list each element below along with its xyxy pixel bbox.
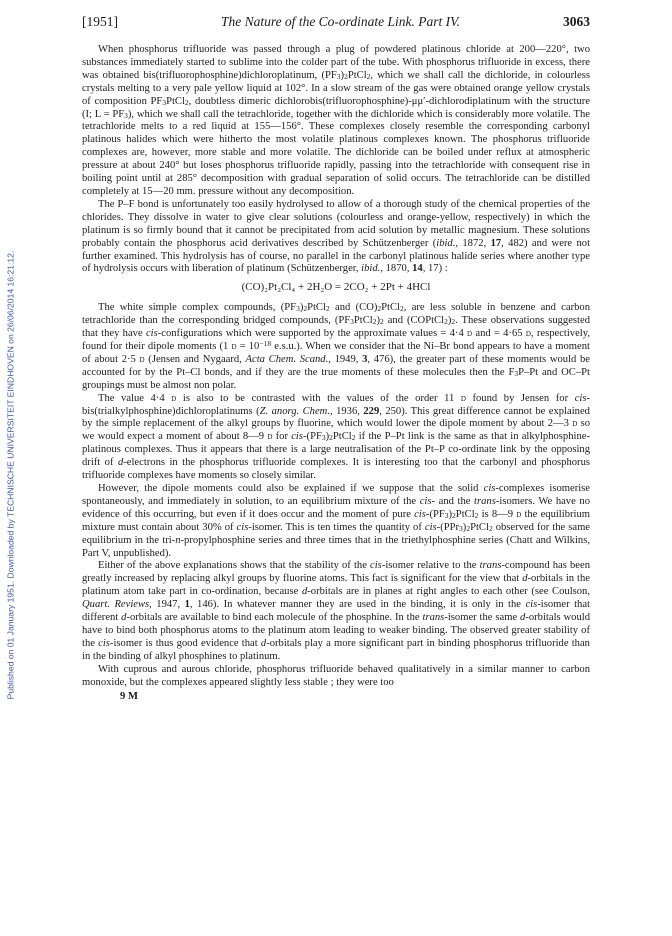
page-header xyxy=(82,14,590,30)
article-body xyxy=(82,44,590,703)
paragraph-5: However, the dipole moments could also be explained if we suppose that the solid cis-complexes isomerise spontaneously, and immediately in solution, to an equilibrium mixture of the cis- and the trans-isomers. We have no evidence of this occurring, but even if it does occur and the moment of pure cis-$(PF_3)_2PtCl_2$ is 8—9 d the equilibrium mixture must contain about 30% of cis-isomer. This is ten times the quantity of cis-$(PPr_3)_2PtCl_2$ observed for the same equilibrium in the tri-n-propylphosphine series and three times that in the triethylphosphine series (Chatt and Wilkins, Part V, unpublished). xyxy=(82,483,591,559)
download-notice xyxy=(2,30,18,920)
hydrolysis-equation: (CO)₂Pt₂Cl₄ + 2H₂O = 2CO₂ + 2Pt + 4HCl xyxy=(241,281,431,294)
signature-mark: 9 M xyxy=(120,690,138,702)
paragraph-7: With cuprous and aurous chloride, phosphorus trifluoride behaved qualitatively in a similar manner to carbon monoxide, but the complexes appeared slightly less stable ; they were too xyxy=(82,663,590,688)
paragraph-3: The white simple complex compounds, $(PF_3)_2PtCl_2$ and $(CO)_2PtCl_2$, are less soluble in benzene and carbon tetrachloride than the corresponding bridged compounds, $(PF_3PtCl_2)_2$ and $(COPtCl_2)_2$. These observations suggested that they have cis-configurations which were supported by the approximate values = 4·4 d and = 4·65 d, respectively, found for their dipole moments (1 $d = 10^{-18}$ e.s.u.). When we consider that the Ni–Br bond appears to have a moment of about 2·5 d (Jensen and Nygaard, Acta Chem. Scand., 1949, 3, 476), the greater part of these moments would be accounted for by the Pt–Cl bonds, and if they are the true moments of these molecules then the $F_3P-Pt$ and OC–Pt groupings must be almost non polar. xyxy=(82,302,591,391)
journal-year: [1951] xyxy=(82,14,118,29)
running-title: The Nature of the Co-ordinate Link. Part IV. xyxy=(220,14,461,29)
page-number: 3063 xyxy=(563,14,590,29)
paragraph-1: When phosphorus trifluoride was passed through a plug of powdered platinous chloride at 200—220°, two substances immediately started to sublime into the colder part of the tube. With phosphorus trifluoride in excess, there was obtained bis(trifluorophosphine)dichloroplatinum, $(PF_3)_2PtCl_2$, which we shall call the dichloride, in colourless crystals melting to a very pale yellow liquid at 102°. In a slow stream of the gas were obtained orange yellow crystals of composition $PF_3PtCl_2$, doubtless dimeric dichlorobis(trifluorophosphine)-μμ′-dichlorodiplatinum with the structure (I; $L = PF_3$), which we shall call the tetrachloride, together with the dichloride which is considerably more volatile. The tetrachloride melts to a red liquid at 155—156°. These complexes closely resemble the corresponding carbonyl platinous halides which were hitherto the most volatile platinous complexes known. The phosphorus trifluoride complexes are, however, more stable and more volatile. The dichloride can be boiled under reflux at atmospheric pressure at about 240° but loses phosphorus trifluoride rapidly, passing into the tetrachloride with consequent rise in boiling point until at 285° decomposition with gradual separation of solid occurs. The tetrachloride can be distilled completely at 15—20 mm. pressure without any decomposition. xyxy=(82,44,590,197)
paragraph-4: The value 4·4 d is also to be contrasted with the values of the order 11 d found by Jensen for cis-bis(trialkylphosphine)dichloroplatinums (Z. anorg. Chem., 1936, 229, 250). This great difference cannot be explained by the simple replacement of the alkyl groups by fluorine, which would lower the dipole moment by about 2—3 d so we would expect a moment of about 8—9 d for cis-$(PF_3)_2PtCl_2$ if the P–Pt link is the same as that in alkylphosphine-platinous complexes. Thus it appears that there is a large neutralisation of the Pt–P co-ordinate link by the opposing drift of d-electrons in the phosphorus trifluoride complexes. It is interesting too that the carbonyl and phosphorus trifluoride complexes have moments so closely similar. xyxy=(82,392,590,482)
download-notice-text: Published on 01 January 1951. Downloaded by TECHNISCHE UNIVERSITEIT EINDHOVEN on 26/06/2014 16:21:12. xyxy=(5,250,15,700)
paragraph-6: Either of the above explanations shows that the stability of the cis-isomer relative to the trans-compound has been greatly increased by replacing alkyl groups by fluorine atoms. This fact is significant for the view that d-orbitals in the platinum atom take part in co-ordination, because d-orbitals are in planes at right angles to each other (see Coulson, Quart. Reviews, 1947, 1, 146). In whatever manner they are used in the binding, it is only in the cis-isomer that different d-orbitals are available to bind each molecule of the phosphine. In the trans-isomer the same d-orbitals would have to bind both phosphorus atoms to the platinum atom leading to weaker binding. The observed greater stability of the cis-isomer is thus good evidence that d-orbitals play a more significant part in binding phosphorus trifluoride than in the binding of alkyl phosphines to platinum. xyxy=(82,560,591,662)
journal-page xyxy=(82,14,590,703)
paragraph-2: The P–F bond is unfortunately too easily hydrolysed to allow of a thorough study of the chemical properties of the chlorides. They dissolve in water to give clear solutions (colourless and orange-yellow, respectively) in which the platinum is so firmly bound that it cannot be precipitated from acid solution by metallic magnesium. These solutions probably contain the phosphorus acid derivatives described by Schützenberger (ibid., 1872, 17, 482) and were not further examined. This hydrolysis has of course, no parallel in the carbonyl platinous halide series where another type of hydrolysis occurs with liberation of platinum (Schützenberger, ibid., 1870, 14, 17) : xyxy=(82,198,591,275)
